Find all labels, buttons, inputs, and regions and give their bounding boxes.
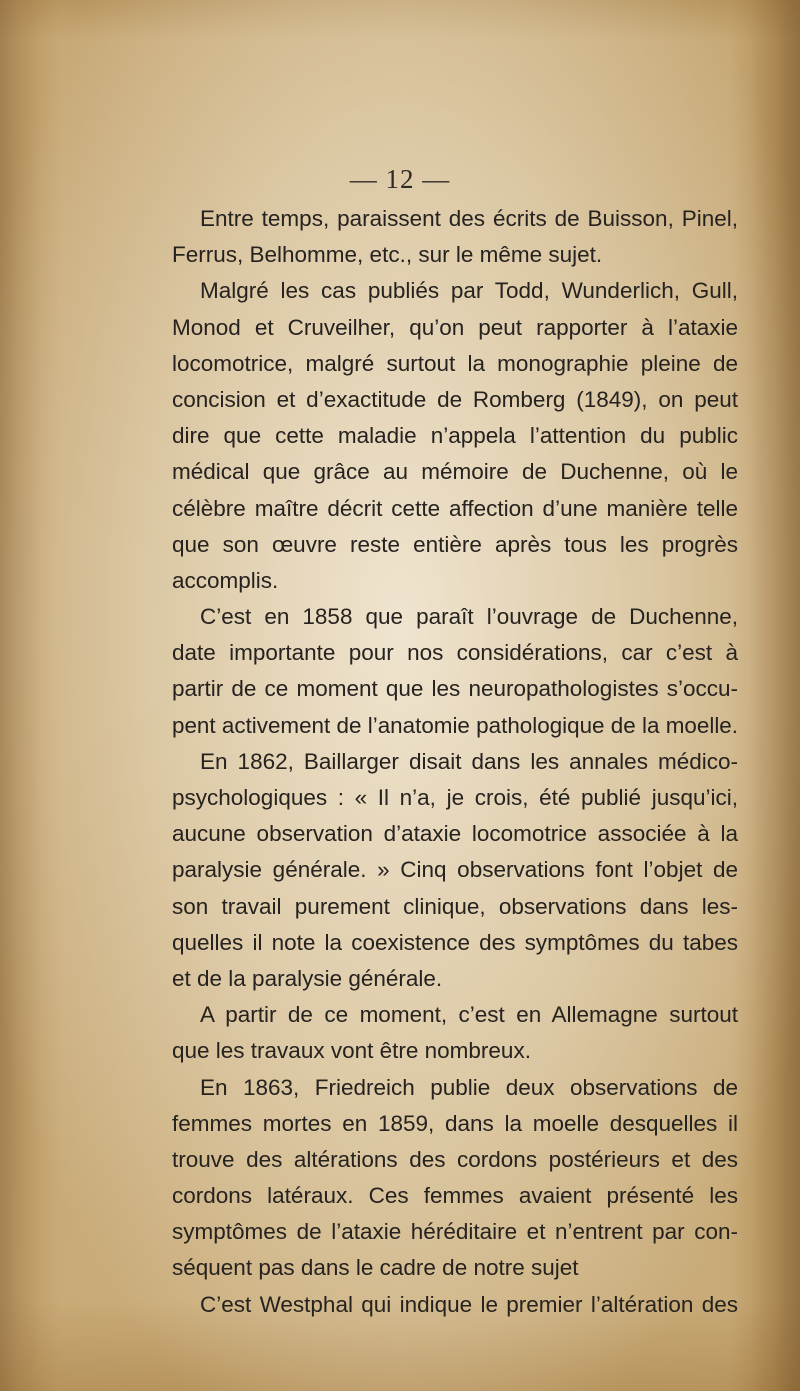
text-line: Entre temps, paraissent des écrits de Buisson, Pinel, — [200, 206, 738, 231]
text-line: Ferrus, Belhomme, etc., sur le même sujet. — [172, 242, 603, 268]
text-line: C’est en 1858 que paraît l’ouvrage de Duchenne, — [200, 604, 738, 630]
text-line: concision et d’exactitude de Romberg (1849), on peut — [172, 386, 738, 412]
text-line: C’est Westphal qui indique le premier l’altération des — [200, 1291, 738, 1317]
text-line: que les travaux vont être nombreux. — [172, 1038, 531, 1064]
page-number: — 12 — — [349, 164, 451, 194]
text-line: accomplis. — [172, 567, 279, 593]
text-line: quelles il note la coexistence des symptômes du tabes — [172, 929, 738, 955]
text-line: psychologiques : « Il n’a, je crois, été publié jusqu’ici, — [172, 785, 738, 810]
text-line: trouve des altérations des cordons postérieurs et des — [172, 1146, 738, 1172]
text-line: En 1862, Baillarger disait dans les annales médico- — [200, 748, 738, 774]
text-line: femmes mortes en 1859, dans la moelle desquelles il — [172, 1110, 738, 1136]
text-line: célèbre maître décrit cette affection d’une manière telle — [172, 495, 738, 521]
page-edge-shadow-right — [750, 0, 800, 1391]
text-line: Monod et Cruveilher, qu’on peut rapporter à l’ataxie — [172, 314, 738, 340]
text-line: partir de ce moment que les neuropathologistes s’occu- — [172, 676, 738, 702]
text-line: symptômes de l’ataxie héréditaire et n’entrent par con- — [172, 1219, 738, 1245]
text-line: cordons latéraux. Ces femmes avaient présenté les — [172, 1183, 738, 1209]
text-line: Malgré les cas publiés par Todd, Wunderlich, Gull, — [200, 278, 738, 304]
text-line: A partir de ce moment, c’est en Allemagne surtout — [200, 1002, 738, 1028]
text-line: et de la paralysie générale. — [172, 965, 443, 991]
text-line: séquent pas dans le cadre de notre sujet — [172, 1255, 579, 1281]
text-line: médical que grâce au mémoire de Duchenne, où le — [172, 459, 738, 485]
page-edge-shadow-left — [0, 0, 40, 1391]
text-line: paralysie générale. » Cinq observations font l’objet de — [172, 857, 738, 883]
text-line: En 1863, Friedreich publie deux observations de — [200, 1074, 738, 1100]
text-line: dire que cette maladie n’appela l’attention du public — [172, 423, 738, 449]
body-text — [172, 201, 738, 1323]
text-line: aucune observation d’ataxie locomotrice associée à la — [172, 821, 738, 847]
text-line: pent activement de l’anatomie pathologique de la moelle. — [172, 712, 738, 738]
text-line: date importante pour nos considérations, car c’est à — [172, 640, 738, 666]
text-line: que son œuvre reste entière après tous les progrès — [172, 531, 738, 557]
text-line: locomotrice, malgré surtout la monographie pleine de — [172, 350, 738, 376]
text-line: son travail purement clinique, observations dans les- — [172, 893, 738, 919]
